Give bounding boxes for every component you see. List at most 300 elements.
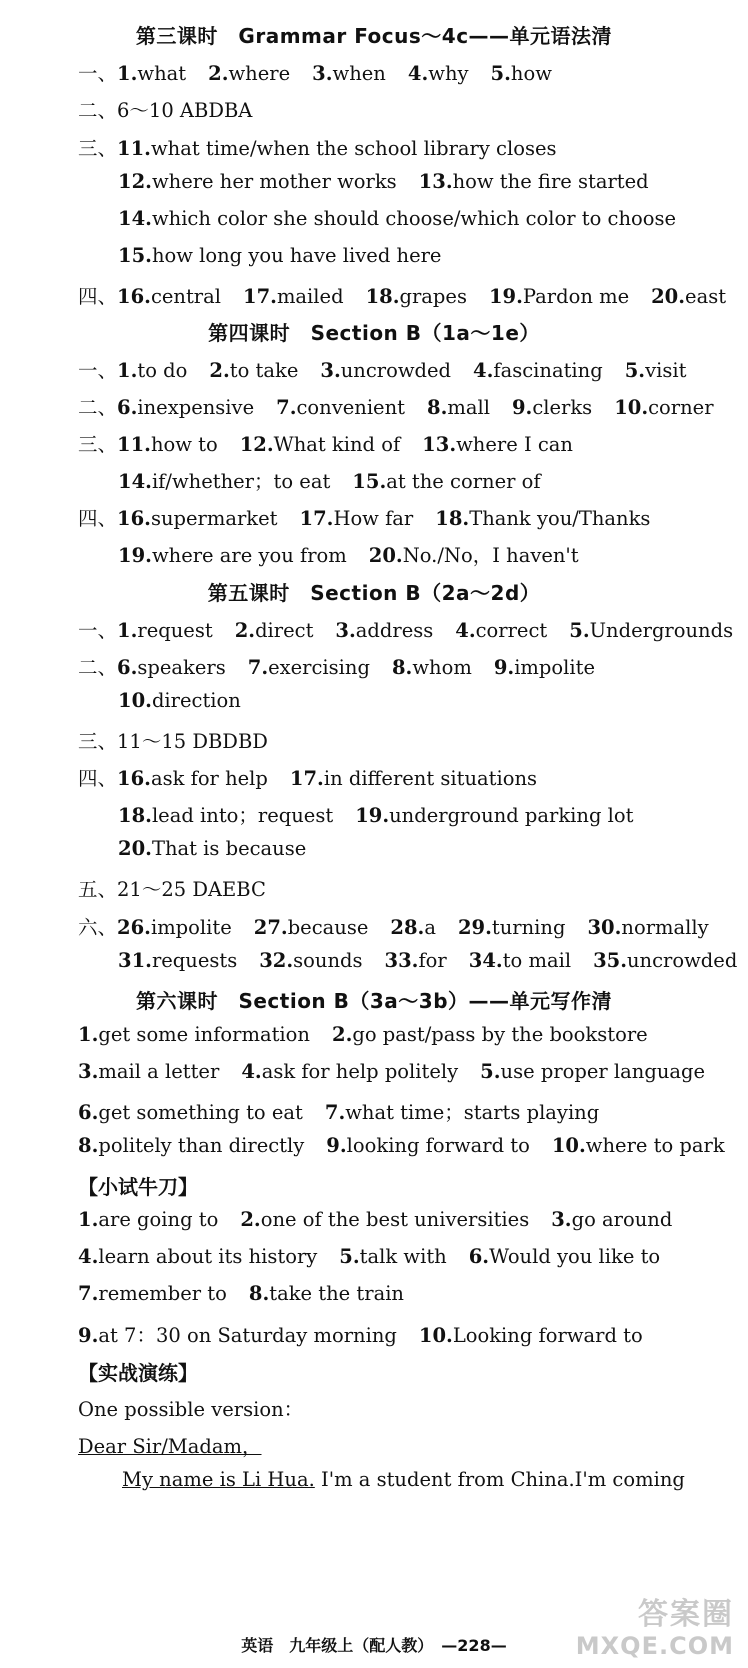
answer-item: 14.which color she should choose/which color to choose	[118, 207, 677, 230]
question-group-marker: 二、	[78, 656, 118, 679]
answer-text: looking forward to	[346, 1134, 530, 1157]
answer-text: because	[287, 916, 369, 939]
answer-item: 15.how long you have lived here	[118, 244, 442, 267]
section-title-3: 第三课时 Grammar Focus～4c——单元语法清	[135, 24, 613, 48]
answer-text: learn about its history	[98, 1245, 318, 1268]
answer-item: 6.speakers	[117, 656, 226, 679]
section-title-5: 第五课时 Section B（2a～2d）	[207, 581, 541, 605]
answer-item: 12.where her mother works	[118, 170, 397, 193]
answer-number: 7	[276, 396, 290, 419]
answer-number: 5	[490, 62, 505, 85]
answer-number: 7	[247, 656, 262, 679]
answer-number: 16	[117, 507, 145, 530]
answer-text: go around	[571, 1208, 673, 1231]
answer-item: 2.go past/pass by the bookstore	[331, 1023, 648, 1046]
answer-text: how	[510, 62, 552, 85]
answer-number: 1	[117, 619, 131, 642]
answer-item: 6.get something to eat	[78, 1101, 303, 1124]
answer-item: 13.where I can	[422, 433, 573, 456]
answer-line	[78, 1134, 725, 1157]
answer-item: 1.to do	[117, 359, 188, 382]
answer-text: mail a letter	[98, 1060, 220, 1083]
answer-text: where	[228, 62, 291, 85]
answer-line	[78, 912, 709, 940]
answer-text: get something to eat	[98, 1101, 303, 1124]
answer-item: 6.inexpensive	[117, 396, 255, 419]
answer-text: what time/when the school library closes	[150, 137, 557, 160]
answer-text: Undergrounds	[589, 619, 734, 642]
answer-item	[117, 726, 268, 754]
answer-line	[118, 244, 441, 267]
answer-text: to mail	[502, 949, 572, 972]
answer-number: 26	[117, 916, 145, 939]
answer-text: How far	[333, 507, 414, 530]
answer-text: convenient	[296, 396, 405, 419]
answer-number: 2	[208, 62, 222, 85]
answer-number: 17	[299, 507, 327, 530]
answer-number: 34	[468, 949, 496, 972]
answer-text: address	[355, 619, 434, 642]
answer-item: 33.for	[384, 949, 447, 972]
answer-text: in different situations	[323, 767, 538, 790]
question-group-marker: 四、	[78, 767, 118, 790]
answer-item: 32.sounds	[259, 949, 363, 972]
answer-line	[118, 540, 579, 568]
answer-text: one of the best universities	[260, 1208, 530, 1231]
answer-item: 13.how the fire started	[418, 170, 649, 193]
answer-number: 31	[118, 949, 146, 972]
answer-text: impolite	[514, 656, 595, 679]
answer-item: 1.get some information	[78, 1023, 310, 1046]
answer-number: 5	[480, 1060, 494, 1083]
answer-item: 4.why	[407, 62, 469, 85]
answer-item: 8.politely than directly	[78, 1134, 305, 1157]
answer-item: 4.learn about its history	[78, 1245, 318, 1268]
question-group-marker: 一、	[78, 62, 118, 85]
answer-number: 4	[407, 62, 422, 85]
answer-text: correct	[475, 619, 548, 642]
answer-line	[78, 1023, 648, 1046]
answer-number: 10	[418, 1324, 447, 1347]
answer-number: 18	[435, 507, 463, 530]
answer-text: No./No，I haven't	[402, 544, 579, 567]
answer-text: Thank you/Thanks	[469, 507, 651, 530]
answer-text: direction	[151, 689, 241, 712]
answer-number: 9	[78, 1324, 92, 1347]
answer-number: 29	[457, 916, 486, 939]
answer-text: supermarket	[150, 507, 278, 530]
answer-number: 6	[468, 1245, 483, 1268]
answer-item: 4.correct	[455, 619, 548, 642]
answer-line	[118, 800, 633, 828]
answer-item: 18.Thank you/Thanks	[435, 507, 651, 530]
essay-greeting: Dear Sir/Madam，	[78, 1435, 262, 1458]
answer-line	[78, 1282, 404, 1305]
answer-number: 5	[569, 619, 583, 642]
answer-line	[78, 874, 266, 902]
answer-text: at 7：30 on Saturday morning	[98, 1324, 397, 1347]
answer-item: 8.take the train	[248, 1282, 404, 1305]
answer-item: 5.Undergrounds	[569, 619, 734, 642]
answer-item: 2.to take	[209, 359, 299, 382]
answer-item: 9.at 7：30 on Saturday morning	[78, 1324, 397, 1347]
answer-number: 30	[587, 916, 615, 939]
question-group-marker: 一、	[78, 359, 118, 382]
answer-number: 3	[335, 619, 349, 642]
answer-item: 27.because	[253, 916, 369, 939]
answer-number: 27	[253, 916, 281, 939]
answer-number: 8	[391, 656, 406, 679]
answer-text: are going to	[98, 1208, 219, 1231]
answer-number: 15	[118, 244, 146, 267]
answer-item: 2.where	[208, 62, 291, 85]
answer-text: where to park	[585, 1134, 725, 1157]
answer-item: 11.what time/when the school library closes	[117, 137, 557, 160]
answer-number: 6	[78, 1101, 92, 1124]
answer-line	[78, 58, 552, 86]
answer-number: 16	[117, 285, 145, 308]
answer-number: 33	[384, 949, 412, 972]
answer-text: how the fire started	[452, 170, 649, 193]
answer-item: 17.mailed	[243, 285, 344, 308]
answer-item: 30.normally	[587, 916, 709, 939]
answer-number: 13	[422, 433, 450, 456]
watermark-text: 答案圈	[638, 1597, 734, 1632]
answer-line	[78, 133, 557, 161]
answer-text: normally	[621, 916, 709, 939]
answer-number: 9	[326, 1134, 340, 1157]
answer-number: 8	[427, 396, 441, 419]
answer-number: 4	[78, 1245, 92, 1268]
answer-item: 4.ask for help politely	[241, 1060, 459, 1083]
answer-text: get some information	[98, 1023, 310, 1046]
answer-text: 21～25 DAEBC	[117, 878, 266, 901]
answer-item: 8.whom	[391, 656, 472, 679]
answer-number: 1	[117, 359, 131, 382]
answer-number: 13	[418, 170, 446, 193]
answer-line	[78, 355, 686, 383]
answer-line	[118, 837, 306, 860]
answer-text: central	[150, 285, 221, 308]
answer-text: Pardon me	[522, 285, 630, 308]
answer-text: politely than directly	[98, 1134, 305, 1157]
answer-item: 20.That is because	[118, 837, 307, 860]
answer-text: why	[428, 62, 469, 85]
answer-line	[118, 170, 649, 193]
answer-item: 18.lead into；request	[118, 804, 334, 827]
answer-number: 2	[331, 1023, 346, 1046]
answer-item: 3.go around	[551, 1208, 673, 1231]
answer-item: 10.corner	[614, 396, 714, 419]
answer-text: corner	[648, 396, 714, 419]
answer-item: 17.in different situations	[289, 767, 538, 790]
essay-intro: One possible version：	[78, 1398, 304, 1421]
answer-item: 2.one of the best universities	[240, 1208, 530, 1231]
answer-line	[78, 1097, 599, 1125]
essay-underlined-sentence: My name is Li Hua.	[122, 1468, 315, 1491]
answer-line	[78, 95, 252, 123]
answer-item: 20.No./No，I haven't	[368, 544, 579, 567]
answer-text: at the corner of	[386, 470, 541, 493]
answer-text: ask for help politely	[261, 1060, 459, 1083]
answer-number: 32	[259, 949, 287, 972]
answer-text: how long you have lived here	[151, 244, 442, 267]
answer-item: 9.looking forward to	[326, 1134, 530, 1157]
answer-number: 12	[239, 433, 267, 456]
answer-item: 1.request	[117, 619, 213, 642]
answer-item: 5.visit	[624, 359, 687, 382]
answer-item: 8.mall	[427, 396, 490, 419]
answer-item: 10.direction	[118, 689, 241, 712]
answer-number: 4	[455, 619, 469, 642]
answer-item: 10.where to park	[551, 1134, 725, 1157]
answer-item: 5.use proper language	[480, 1060, 706, 1083]
answer-item: 17.How far	[299, 507, 414, 530]
answer-line	[78, 1245, 660, 1268]
subheading-practice: 【小试牛刀】	[78, 1175, 198, 1199]
answer-number: 9	[493, 656, 508, 679]
answer-text: 6～10 ABDBA	[117, 99, 253, 122]
answer-number: 5	[624, 359, 639, 382]
answer-text: clerks	[532, 396, 593, 419]
answer-text: uncrowded	[627, 949, 738, 972]
answer-number: 2	[209, 359, 223, 382]
answer-line	[78, 763, 537, 791]
answer-item: 29.turning	[457, 916, 566, 939]
question-group-marker: 三、	[78, 433, 118, 456]
answer-item: 1.are going to	[78, 1208, 219, 1231]
answer-item: 5.how	[490, 62, 552, 85]
answer-text: remember to	[98, 1282, 227, 1305]
answer-text: inexpensive	[137, 396, 255, 419]
question-group-marker: 二、	[78, 99, 118, 122]
answer-text: when	[332, 62, 386, 85]
answer-text: sounds	[293, 949, 363, 972]
answer-text: for	[418, 949, 447, 972]
answer-text: take the train	[269, 1282, 404, 1305]
answer-number: 19	[488, 285, 517, 308]
answer-number: 4	[473, 359, 487, 382]
answer-item: 1.what	[117, 62, 187, 85]
answer-number: 28	[390, 916, 418, 939]
answer-text: impolite	[150, 916, 232, 939]
answer-text: what	[137, 62, 187, 85]
answer-text: go past/pass by the bookstore	[352, 1023, 648, 1046]
section-title-6: 第六课时 Section B（3a～3b）——单元写作清	[135, 989, 613, 1013]
answer-number: 8	[78, 1134, 92, 1157]
answer-text: whom	[412, 656, 472, 679]
answer-line	[78, 652, 595, 680]
page-footer: 英语 九年级上（配人教） —228—	[241, 1636, 507, 1655]
question-group-marker: 三、	[78, 137, 118, 160]
answer-line	[118, 689, 241, 712]
answer-number: 2	[240, 1208, 254, 1231]
answer-item: 19.Pardon me	[488, 285, 630, 308]
answer-line	[78, 429, 573, 457]
answer-item: 16.central	[117, 285, 221, 308]
answer-text: talk with	[359, 1245, 447, 1268]
answer-text: lead into；request	[151, 804, 334, 827]
answer-item: 16.ask for help	[117, 767, 268, 790]
answer-number: 20	[651, 285, 679, 308]
answer-number: 12	[118, 170, 146, 193]
answer-text: Would you like to	[489, 1245, 661, 1268]
essay-line-rest: I'm a student from China.I'm coming	[314, 1468, 685, 1491]
answer-number: 4	[241, 1060, 255, 1083]
answer-number: 3	[312, 62, 326, 85]
answer-item: 3.uncrowded	[320, 359, 452, 382]
answer-number: 14	[118, 470, 146, 493]
answer-text: if/whether；to eat	[151, 470, 331, 493]
question-group-marker: 四、	[78, 285, 118, 308]
answer-item: 16.supermarket	[117, 507, 278, 530]
answer-item: 4.fascinating	[473, 359, 603, 382]
answer-number: 11	[117, 137, 145, 160]
answer-number: 15	[352, 470, 380, 493]
answer-line	[78, 1320, 643, 1348]
answer-text: Looking forward to	[452, 1324, 643, 1347]
answer-item: 12.What kind of	[239, 433, 401, 456]
answer-number: 5	[339, 1245, 353, 1268]
answer-number: 17	[289, 767, 318, 790]
answer-line	[78, 726, 268, 754]
answer-line	[78, 1060, 705, 1083]
answer-text: which color she should choose/which color to choose	[151, 207, 677, 230]
answer-text: What kind of	[273, 433, 401, 456]
answer-number: 10	[551, 1134, 579, 1157]
answer-item: 18.grapes	[365, 285, 467, 308]
answer-text: visit	[645, 359, 687, 382]
answer-item: 9.impolite	[493, 656, 595, 679]
answer-text: exercising	[268, 656, 370, 679]
answer-item: 26.impolite	[117, 916, 232, 939]
answer-line	[78, 392, 714, 420]
answer-text: east	[685, 285, 727, 308]
question-group-marker: 三、	[78, 730, 118, 753]
answer-line	[118, 466, 541, 494]
answer-text: where I can	[456, 433, 573, 456]
answer-item: 3.address	[335, 619, 434, 642]
subheading-exercise: 【实战演练】	[78, 1361, 198, 1385]
answer-line	[78, 503, 650, 531]
question-group-marker: 二、	[78, 396, 118, 419]
answer-number: 19	[118, 544, 146, 567]
answer-item: 7.remember to	[78, 1282, 227, 1305]
answer-number: 18	[365, 285, 393, 308]
answer-text: how to	[150, 433, 218, 456]
answer-text: use proper language	[500, 1060, 706, 1083]
answer-number: 1	[117, 62, 131, 85]
answer-item: 10.Looking forward to	[418, 1324, 643, 1347]
answer-text: fascinating	[493, 359, 603, 382]
answer-text: to do	[137, 359, 188, 382]
answer-number: 9	[511, 396, 526, 419]
answer-item: 3.mail a letter	[78, 1060, 220, 1083]
answer-text: speakers	[137, 656, 226, 679]
answer-item: 35.uncrowded	[593, 949, 738, 972]
answer-text: uncrowded	[340, 359, 452, 382]
answer-text: turning	[491, 916, 566, 939]
answer-line	[78, 615, 733, 643]
answer-item: 14.if/whether；to eat	[118, 470, 331, 493]
answer-item: 19.where are you from	[118, 544, 347, 567]
answer-item: 28.a	[390, 916, 436, 939]
answer-text: a	[424, 916, 436, 939]
section-title-4: 第四课时 Section B（1a～1e）	[208, 321, 540, 345]
question-group-marker: 四、	[78, 507, 118, 530]
answer-item: 20.east	[651, 285, 727, 308]
answer-text: to take	[229, 359, 299, 382]
site-watermark	[576, 1598, 734, 1660]
answer-text: what time；starts playing	[345, 1101, 600, 1124]
answer-item: 9.clerks	[511, 396, 593, 419]
answer-number: 2	[234, 619, 249, 642]
answer-number: 7	[324, 1101, 339, 1124]
question-group-marker: 一、	[78, 619, 118, 642]
answer-number: 6	[117, 396, 131, 419]
answer-number: 11	[117, 433, 145, 456]
answer-text: underground parking lot	[389, 804, 634, 827]
answer-item: 31.requests	[118, 949, 238, 972]
answer-item: 2.direct	[234, 619, 314, 642]
answer-item: 5.talk with	[339, 1245, 447, 1268]
answer-line	[78, 281, 726, 309]
answer-number: 10	[614, 396, 642, 419]
answer-text: mailed	[276, 285, 344, 308]
answer-text: That is because	[151, 837, 307, 860]
answer-text: 11～15 DBDBD	[117, 730, 268, 753]
answer-item: 34.to mail	[468, 949, 572, 972]
answer-item	[117, 874, 266, 902]
answer-number: 7	[78, 1282, 92, 1305]
answer-text: direct	[255, 619, 314, 642]
answer-number: 8	[248, 1282, 263, 1305]
answer-number: 3	[320, 359, 334, 382]
answer-item: 7.exercising	[247, 656, 370, 679]
answer-number: 16	[117, 767, 145, 790]
answer-item: 7.what time；starts playing	[324, 1101, 600, 1124]
answer-item: 15.at the corner of	[352, 470, 541, 493]
answer-number: 35	[593, 949, 621, 972]
answer-number: 1	[78, 1208, 92, 1231]
answer-text: where are you from	[151, 544, 347, 567]
watermark-url: MXQE.COM	[575, 1631, 734, 1660]
question-group-marker: 五、	[78, 878, 118, 901]
answer-item: 19.underground parking lot	[355, 804, 634, 827]
essay-first-line	[122, 1468, 685, 1491]
answer-line	[118, 207, 676, 230]
answer-item	[117, 95, 252, 123]
answer-number: 20	[368, 544, 396, 567]
answer-text: mall	[447, 396, 490, 419]
answer-item: 3.when	[312, 62, 386, 85]
answer-number: 10	[118, 689, 146, 712]
answer-text: request	[137, 619, 213, 642]
answer-number: 3	[551, 1208, 565, 1231]
answer-text: ask for help	[150, 767, 268, 790]
answer-text: where her mother works	[151, 170, 397, 193]
answer-number: 17	[243, 285, 271, 308]
answer-text: requests	[151, 949, 238, 972]
answer-item: 6.Would you like to	[468, 1245, 661, 1268]
answer-number: 3	[78, 1060, 92, 1083]
answer-text: grapes	[399, 285, 467, 308]
answer-number: 18	[118, 804, 146, 827]
question-group-marker: 六、	[78, 916, 118, 939]
answer-number: 20	[118, 837, 146, 860]
answer-line	[118, 949, 737, 972]
answer-item: 11.how to	[117, 433, 218, 456]
